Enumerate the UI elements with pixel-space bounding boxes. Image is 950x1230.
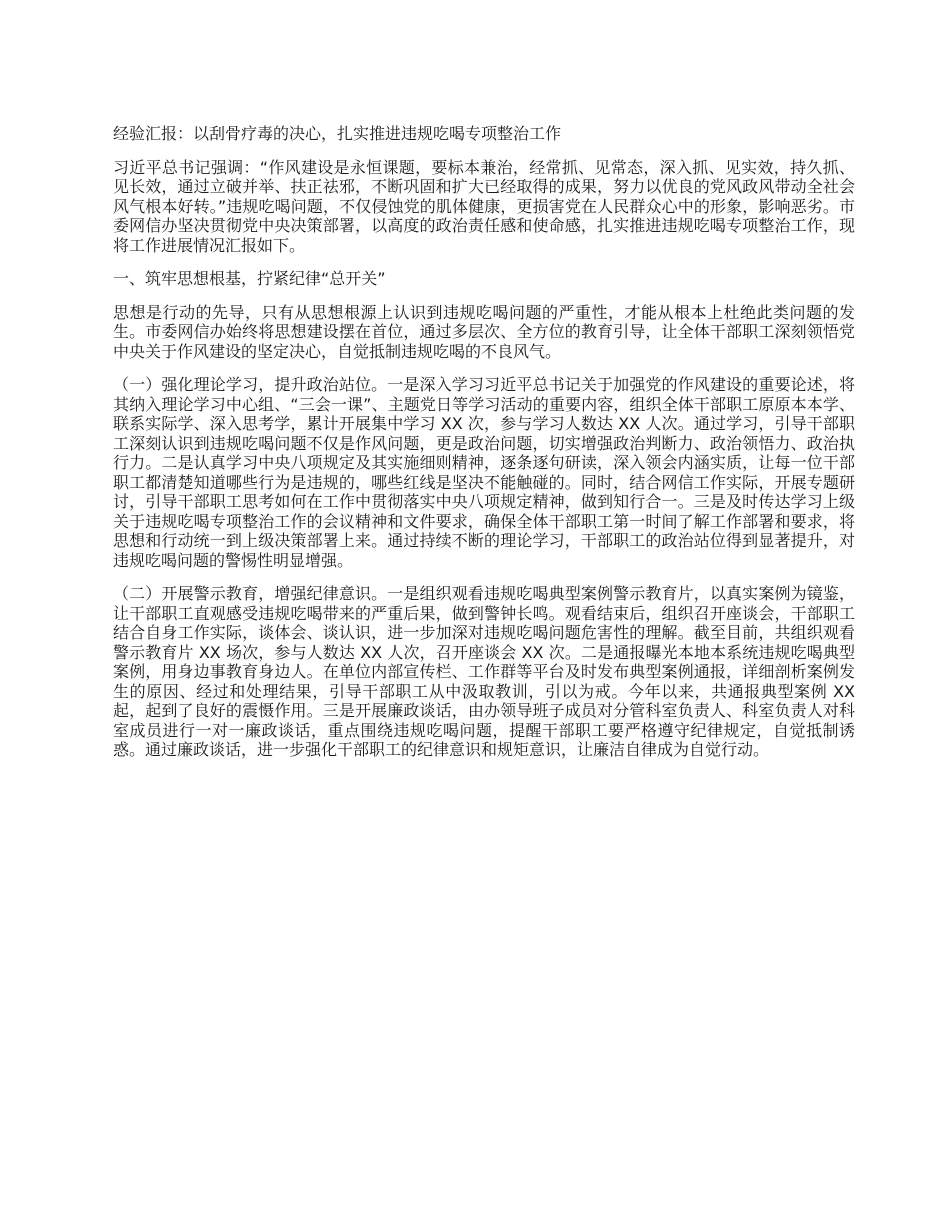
intro-paragraph: 习近平总书记强调：“作风建设是永恒课题，要标本兼治，经常抓、见常态，深入抓、见实效，持久抓、见长效，通过立破并举、扶正祛邪，不断巩固和扩大已经取得的成果，努力以优良的党风政风带动全社会风气根本好转。”违规吃喝问题，不仅侵蚀党的肌体健康，更损害党在人民群众心中的形象，影响恶劣。市委网信办坚决贯彻党中央决策部署，以高度的政治责任感和使命感，扎实推进违规吃喝专项整治工作，现将工作进展情况汇报如下。 bbox=[113, 157, 855, 255]
section-heading: 一、筑牢思想根基，拧紧纪律“总开关” bbox=[113, 269, 386, 288]
section-intro-paragraph: 思想是行动的先导，只有从思想根源上认识到违规吃喝问题的严重性，才能从根本上杜绝此类问题的发生。市委网信办始终将思想建设摆在首位，通过多层次、全方位的教育引导，让全体干部职工深刻领悟党中央关于作风建设的坚定决心，自觉抵制违规吃喝的不良风气。 bbox=[113, 302, 855, 361]
document-title: 经验汇报：以刮骨疗毒的决心，扎实推进违规吃喝专项整治工作 bbox=[113, 124, 562, 143]
subsection-warning-education-paragraph: （二）开展警示教育，增强纪律意识。一是组织观看违规吃喝典型案例警示教育片，以真实案例为镜鉴，让干部职工直观感受违规吃喝带来的严重后果，做到警钟长鸣。观看结束后，组织召开座谈会，干部职工结合自身工作实际，谈体会、谈认识，进一步加深对违规吃喝问题危害性的理解。截至目前，共组织观看警示教育片 XX 场次，参与人数达 XX 人次，召开座谈会 XX 次。二是通报曝光本地本系统违规吃喝典型案例，用身边事教育身边人。在单位内部宣传栏、工作群等平台及时发布典型案例通报，详细剖析案例发生的原因、经过和处理结果，引导干部职工从中汲取教训，引以为戒。今年以来，共通报典型案例 XX 起，起到了良好的震慑作用。三是开展廉政谈话，由办领导班子成员对分管科室负责人、科室负责人对科室成员进行一对一廉政谈话，重点围绕违规吃喝问题，提醒干部职工要严格遵守纪律规定，自觉抵制诱惑。通过廉政谈话，进一步强化干部职工的纪律意识和规矩意识，让廉洁自律成为自觉行动。 bbox=[113, 584, 855, 759]
document-page bbox=[113, 124, 855, 774]
subsection-theory-study-paragraph: （一）强化理论学习，提升政治站位。一是深入学习习近平总书记关于加强党的作风建设的重要论述，将其纳入理论学习中心组、“三会一课”、主题党日等学习活动的重要内容，组织全体干部职工原原本本学、联系实际学、深入思考学，累计开展集中学习 XX 次，参与学习人数达 XX 人次。通过学习，引导干部职工深刻认识到违规吃喝问题不仅是作风问题，更是政治问题，切实增强政治判断力、政治领悟力、政治执行力。二是认真学习中央八项规定及其实施细则精神，逐条逐句研读，深入领会内涵实质，让每一位干部职工都清楚知道哪些行为是违规的，哪些红线是坚决不能触碰的。同时，结合网信工作实际，开展专题研讨，引导干部职工思考如何在工作中贯彻落实中央八项规定精神，做到知行合一。三是及时传达学习上级关于违规吃喝专项整治工作的会议精神和文件要求，确保全体干部职工第一时间了解工作部署和要求，将思想和行动统一到上级决策部署上来。通过持续不断的理论学习，干部职工的政治站位得到显著提升，对违规吃喝问题的警惕性明显增强。 bbox=[113, 375, 855, 570]
